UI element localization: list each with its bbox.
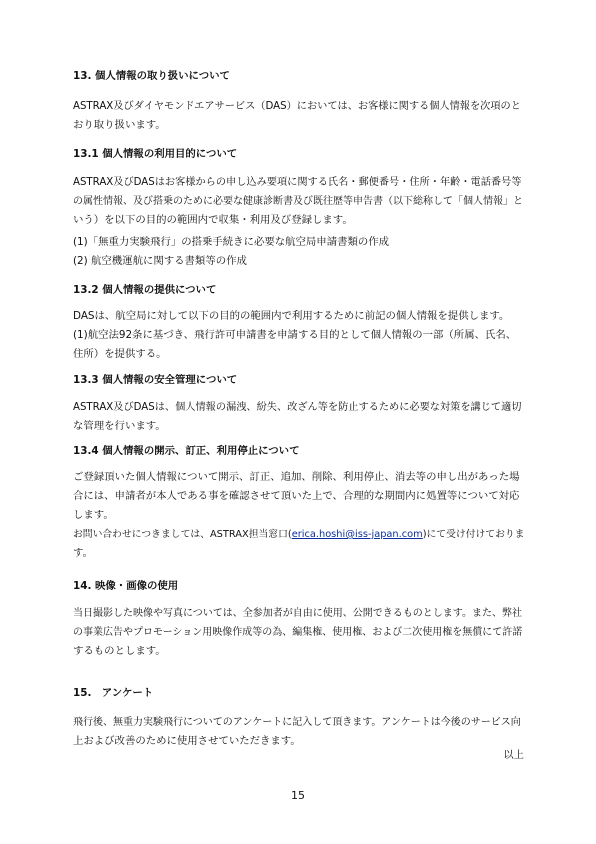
para-line: ASTRAX及びDASは、個人情報の漏洩、紛失、改ざん等を防止するために必要な対策を講じて適切 [73,402,522,413]
para-line: 当日撮影した映像や写真については、全参加者が自由に使用、公開できるものとします。また、弊社 [73,608,522,619]
para-13-2 [73,307,525,364]
para-line: ご登録頂いた個人情報について開示、訂正、追加、削除、利用停止、消去等の申し出があった場 [73,471,520,483]
para-line: す。 [73,547,93,559]
para-line: いう）を以下の目的の範囲内で収集・利用及び登録します。 [73,214,353,226]
heading-13: 13. 個人情報の取り扱いについて [73,70,230,82]
para-line: DASは、航空局に対して以下の目的の範囲内で利用するために前記の個人情報を提供します。 [73,310,510,322]
para-line: するものとします。 [73,645,166,657]
para-13-3 [73,398,525,436]
para-line: 飛行後、無重力実験飛行についてのアンケートに記入して頂きます。アンケートは今後のサービス向 [73,717,521,728]
para-line: 合には、申請者が本人である事を確認させて頂いた上で、合理的な期間内に処置等について対応 [73,490,520,502]
para-13-1 [73,173,525,230]
heading-14: 14. 映像・画像の使用 [73,580,179,592]
para-line: します。 [73,509,114,521]
para-13-4 [73,468,525,563]
para-line: 上および改善のために使用させていただきます。 [73,735,301,747]
list-item: (1)「無重力実験飛行」の搭乗手続きに必要な航空局申請書類の作成 [73,236,390,248]
closing-text: 以上 [503,749,524,761]
heading-13-4: 13.4 個人情報の開示、訂正、利用停止について [73,445,300,457]
para-line: の属性情報、及び搭乗のために必要な健康診断書及び既往歴等申告書（以下総称して「個人情報」と [73,196,523,207]
para-line: (1)航空法92条に基づき、飛行許可申請書を申請する目的として個人情報の一部（所属、氏名、 [73,329,517,341]
para-14 [73,604,525,661]
para-13 [73,97,525,135]
heading-13-2: 13.2 個人情報の提供について [73,284,217,296]
heading-13-1: 13.1 個人情報の利用目的について [73,148,238,160]
contact-email-link[interactable]: erica.hoshi@iss-japan.com [291,529,423,540]
para-line: おり取り扱います。 [73,119,166,131]
para-line: の事業広告やプロモーション用映像作成等の為、編集権、使用権、および二次使用権を無償にて許諾 [73,627,523,638]
list-13-1 [73,233,525,271]
heading-13-3: 13.3 個人情報の安全管理について [73,374,238,386]
contact-line [73,525,525,544]
para-line: な管理を行います。 [73,420,166,432]
heading-15: 15. アンケート [73,687,154,699]
contact-text: お問い合わせにつきましては、ASTRAX担当窓口( [73,529,292,540]
list-item: (2) 航空機運航に関する書類等の作成 [73,255,247,267]
para-line: 住所）を提供する。 [73,348,167,360]
para-line: ASTRAX及びDASはお客様からの申し込み要項に関する氏名・郵便番号・住所・年齢・電話番号等 [73,177,522,188]
page-number: 15 [291,789,305,802]
para-line: ASTRAX及びダイヤモンドエアサービス（DAS）においては、お客様に関する個人情報を次項のと [73,101,521,112]
contact-text: )にて受け付けておりま [422,529,525,540]
